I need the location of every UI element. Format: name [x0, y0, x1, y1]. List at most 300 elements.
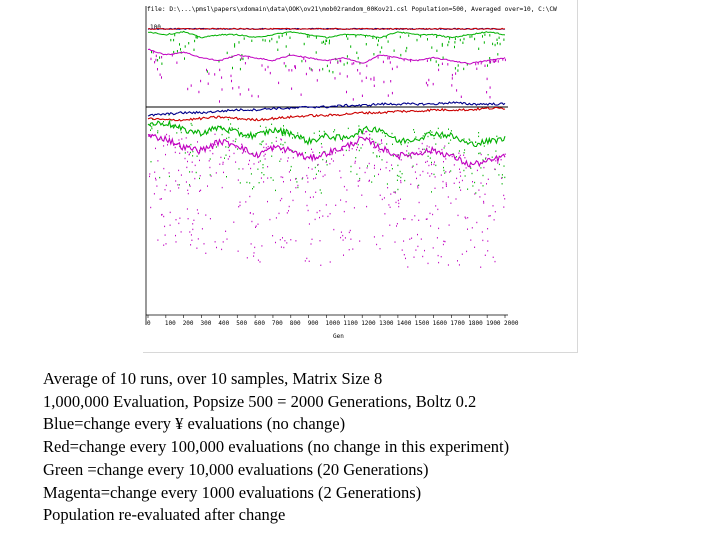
scatter-point: [404, 254, 405, 255]
scatter-point: [258, 95, 259, 97]
scatter-point: [431, 46, 432, 48]
scatter-point: [319, 69, 320, 71]
scatter-point: [462, 254, 463, 255]
scatter-point: [350, 45, 351, 47]
scatter-point: [333, 229, 334, 230]
scatter-point: [434, 174, 435, 175]
scatter-point: [340, 237, 341, 238]
scatter-point: [404, 180, 405, 181]
scatter-point: [189, 231, 190, 232]
scatter-point: [320, 265, 321, 266]
scatter-point: [376, 244, 377, 245]
scatter-point: [478, 153, 479, 154]
scatter-point: [269, 219, 270, 220]
scatter-point: [287, 212, 288, 213]
scatter-point: [261, 245, 262, 246]
scatter-point: [441, 149, 442, 150]
scatter-point: [170, 190, 171, 191]
scatter-point: [502, 174, 503, 175]
scatter-point: [495, 44, 496, 46]
scatter-point: [411, 238, 412, 239]
series-line-best: [148, 49, 505, 64]
scatter-point: [446, 184, 447, 185]
scatter-point: [449, 37, 450, 39]
scatter-point: [314, 133, 315, 134]
scatter-point: [459, 169, 460, 170]
scatter-point: [175, 180, 176, 181]
scatter-point: [311, 149, 312, 150]
scatter-point: [422, 171, 423, 172]
scatter-point: [484, 41, 485, 43]
scatter-point: [210, 174, 211, 175]
scatter-point: [315, 167, 316, 168]
x-axis-label: Gen: [333, 333, 344, 340]
x-tick-label: 1000: [325, 320, 340, 327]
scatter-point: [166, 243, 167, 244]
scatter-point: [369, 181, 370, 182]
scatter-point: [471, 35, 472, 37]
scatter-point: [424, 133, 425, 134]
scatter-point: [438, 228, 439, 229]
scatter-point: [459, 182, 460, 183]
scatter-point: [187, 161, 188, 162]
scatter-point: [497, 42, 498, 44]
scatter-point: [369, 134, 370, 135]
scatter-point: [312, 69, 313, 71]
scatter-point: [442, 187, 443, 188]
scatter-point: [408, 142, 409, 143]
scatter-point: [293, 157, 294, 158]
scatter-point: [223, 172, 224, 173]
scatter-point: [405, 258, 406, 259]
scatter-point: [185, 45, 186, 47]
scatter-point: [397, 66, 398, 68]
scatter-point: [282, 35, 283, 37]
scatter-point: [192, 171, 193, 172]
scatter-point: [151, 51, 152, 53]
scatter-point: [389, 225, 390, 226]
scatter-point: [155, 178, 156, 179]
scatter-point: [233, 140, 234, 141]
scatter-point: [290, 37, 291, 39]
scatter-point: [374, 236, 375, 237]
scatter-point: [414, 215, 415, 216]
scatter-point: [286, 45, 287, 47]
scatter-point: [458, 215, 459, 216]
scatter-point: [435, 205, 436, 206]
scatter-point: [351, 166, 352, 167]
scatter-point: [343, 239, 344, 240]
scatter-point: [312, 239, 313, 240]
caption-line-1: Average of 10 runs, over 10 samples, Matrix Size 8: [43, 369, 383, 388]
scatter-point: [318, 164, 319, 165]
scatter-point: [487, 250, 488, 251]
scatter-point: [476, 222, 477, 223]
scatter-point: [154, 172, 155, 173]
scatter-point: [250, 212, 251, 213]
scatter-point: [202, 228, 203, 229]
scatter-point: [475, 141, 476, 142]
scatter-point: [200, 80, 201, 82]
scatter-point: [322, 215, 323, 216]
series-line-avg: [148, 121, 505, 146]
scatter-point: [481, 182, 482, 183]
scatter-point: [417, 39, 418, 41]
scatter-point: [427, 84, 428, 86]
scatter-point: [226, 138, 227, 139]
series-line-avg: [148, 107, 505, 121]
scatter-point: [157, 160, 158, 161]
scatter-point: [383, 61, 384, 63]
scatter-point: [186, 137, 187, 138]
scatter-point: [454, 164, 455, 165]
scatter-point: [185, 158, 186, 159]
scatter-point: [235, 161, 236, 162]
scatter-point: [198, 213, 199, 214]
scatter-point: [383, 81, 384, 83]
scatter-point: [489, 34, 490, 36]
scatter-point: [230, 123, 231, 124]
scatter-point: [302, 177, 303, 178]
scatter-point: [196, 36, 197, 38]
scatter-point: [319, 131, 320, 132]
scatter-point: [356, 149, 357, 150]
scatter-point: [443, 181, 444, 182]
scatter-point: [378, 56, 379, 58]
scatter-point: [358, 57, 359, 59]
scatter-point: [326, 204, 327, 205]
scatter-point: [361, 195, 362, 196]
scatter-point: [466, 251, 467, 252]
scatter-point: [207, 185, 208, 186]
scatter-point: [156, 55, 157, 57]
scatter-point: [495, 150, 496, 151]
scatter-point: [479, 196, 480, 197]
scatter-point: [489, 57, 490, 59]
scatter-point: [294, 65, 295, 67]
scatter-point: [445, 158, 446, 159]
scatter-point: [438, 64, 439, 66]
scatter-point: [355, 162, 356, 163]
scatter-point: [190, 244, 191, 245]
scatter-point: [267, 177, 268, 178]
scatter-point: [367, 167, 368, 168]
scatter-point: [460, 175, 461, 176]
scatter-point: [262, 39, 263, 41]
scatter-point: [175, 235, 176, 236]
scatter-point: [151, 161, 152, 162]
scatter-point: [320, 171, 321, 172]
scatter-point: [444, 172, 445, 173]
scatter-point: [361, 147, 362, 148]
scatter-point: [455, 72, 456, 74]
scatter-point: [285, 65, 286, 67]
scatter-point: [240, 59, 241, 61]
scatter-point: [316, 36, 317, 38]
scatter-point: [189, 154, 190, 155]
scatter-point: [463, 170, 464, 171]
scatter-point: [438, 128, 439, 129]
scatter-point: [181, 174, 182, 175]
scatter-point: [454, 41, 455, 43]
caption-line-2: 1,000,000 Evaluation, Popsize 500 = 2000 Generations, Boltz 0.2: [43, 391, 477, 411]
scatter-point: [291, 166, 292, 167]
scatter-point: [190, 186, 191, 187]
scatter-point: [311, 68, 312, 70]
scatter-point: [352, 148, 353, 149]
scatter-point: [441, 256, 442, 257]
scatter-point: [190, 152, 191, 153]
scatter-point: [281, 246, 282, 247]
scatter-point: [187, 208, 188, 209]
scatter-point: [188, 42, 189, 44]
scatter-point: [340, 199, 341, 200]
scatter-point: [386, 162, 387, 163]
scatter-point: [307, 181, 308, 182]
scatter-point: [447, 63, 448, 65]
scatter-point: [179, 218, 180, 219]
scatter-point: [435, 188, 436, 189]
scatter-point: [191, 234, 192, 235]
scatter-point: [490, 215, 491, 216]
scatter-point: [452, 74, 453, 76]
scatter-point: [415, 249, 416, 250]
scatter-point: [210, 158, 211, 159]
scatter-point: [231, 80, 232, 82]
scatter-point: [349, 232, 350, 233]
scatter-point: [369, 163, 370, 164]
scatter-point: [229, 132, 230, 133]
scatter-point: [169, 172, 170, 173]
scatter-point: [449, 224, 450, 225]
scatter-point: [503, 39, 504, 41]
scatter-point: [238, 206, 239, 207]
scatter-point: [366, 77, 367, 79]
scatter-point: [312, 152, 313, 153]
scatter-point: [464, 152, 465, 153]
scatter-point: [271, 177, 272, 178]
scatter-point: [451, 130, 452, 131]
scatter-point: [187, 190, 188, 191]
scatter-point: [281, 176, 282, 177]
caption-line-7: Population re-evaluated after change: [43, 505, 286, 525]
scatter-point: [435, 165, 436, 166]
scatter-point: [253, 255, 254, 256]
scatter-point: [460, 155, 461, 156]
scatter-point: [227, 52, 228, 54]
scatter-point: [263, 164, 264, 165]
scatter-point: [402, 173, 403, 174]
scatter-point: [387, 57, 388, 59]
scatter-point: [372, 139, 373, 140]
scatter-point: [205, 253, 206, 254]
scatter-point: [438, 262, 439, 263]
scatter-point: [424, 149, 425, 150]
x-tick-label: 800: [289, 320, 301, 327]
scatter-point: [270, 72, 271, 74]
scatter-point: [474, 182, 475, 183]
scatter-point: [154, 193, 155, 194]
scatter-point: [492, 157, 493, 158]
scatter-point: [283, 144, 284, 145]
scatter-point: [382, 132, 383, 133]
scatter-point: [478, 189, 479, 190]
scatter-point: [176, 62, 177, 64]
scatter-point: [215, 144, 216, 145]
scatter-point: [396, 202, 397, 203]
scatter-point: [228, 147, 229, 148]
scatter-point: [375, 142, 376, 143]
scatter-point: [178, 223, 179, 224]
scatter-point: [381, 46, 382, 48]
scatter-point: [406, 47, 407, 49]
scatter-point: [290, 239, 291, 240]
scatter-point: [440, 137, 441, 138]
scatter-point: [454, 183, 455, 184]
scatter-point: [356, 174, 357, 175]
scatter-point: [189, 184, 190, 185]
scatter-point: [326, 162, 327, 163]
scatter-point: [400, 36, 401, 38]
scatter-point: [224, 158, 225, 159]
scatter-point: [159, 56, 160, 58]
x-tick-label: 700: [271, 320, 283, 327]
scatter-point: [347, 38, 348, 40]
scatter-point: [226, 176, 227, 177]
scatter-point: [407, 266, 408, 267]
scatter-point: [263, 140, 264, 141]
scatter-point: [276, 137, 277, 138]
scatter-point: [249, 160, 250, 161]
scatter-point: [365, 172, 366, 173]
scatter-point: [248, 88, 249, 90]
scatter-point: [319, 135, 320, 136]
scatter-point: [288, 157, 289, 158]
scatter-point: [238, 86, 239, 88]
scatter-point: [186, 181, 187, 182]
scatter-point: [215, 134, 216, 135]
scatter-point: [335, 152, 336, 153]
scatter-point: [380, 195, 381, 196]
scatter-point: [459, 264, 460, 265]
scatter-point: [390, 61, 391, 63]
scatter-point: [343, 255, 344, 256]
scatter-point: [358, 144, 359, 145]
scatter-point: [387, 187, 388, 188]
scatter-point: [250, 168, 251, 169]
scatter-point: [380, 169, 381, 170]
scatter-point: [405, 50, 406, 52]
scatter-point: [196, 248, 197, 249]
scatter-point: [448, 264, 449, 265]
scatter-point: [470, 239, 471, 240]
scatter-point: [357, 147, 358, 148]
scatter-point: [273, 180, 274, 181]
scatter-point: [239, 168, 240, 169]
scatter-point: [353, 98, 354, 100]
scatter-point: [327, 65, 328, 67]
scatter-point: [455, 67, 456, 69]
scatter-point: [485, 255, 486, 256]
scatter-point: [295, 187, 296, 188]
scatter-point: [301, 94, 302, 96]
scatter-point: [454, 46, 455, 48]
scatter-point: [330, 213, 331, 214]
scatter-point: [435, 176, 436, 177]
scatter-point: [169, 135, 170, 136]
scatter-point: [495, 261, 496, 262]
scatter-point: [374, 79, 375, 81]
scatter-point: [289, 206, 290, 207]
scatter-point: [446, 182, 447, 183]
scatter-point: [177, 50, 178, 52]
scatter-point: [421, 238, 422, 239]
scatter-point: [195, 165, 196, 166]
scatter-point: [493, 205, 494, 206]
scatter-point: [427, 38, 428, 40]
scatter-point: [242, 152, 243, 153]
scatter-point: [157, 239, 158, 240]
scatter-point: [460, 39, 461, 41]
scatter-point: [443, 161, 444, 162]
scatter-point: [371, 181, 372, 182]
scatter-point: [279, 213, 280, 214]
scatter-point: [208, 83, 209, 85]
scatter-point: [497, 39, 498, 41]
scatter-point: [408, 34, 409, 36]
scatter-point: [216, 146, 217, 147]
scatter-point: [381, 143, 382, 144]
scatter-point: [320, 240, 321, 241]
scatter-point: [398, 176, 399, 177]
scatter-point: [499, 164, 500, 165]
scatter-point: [262, 141, 263, 142]
scatter-point: [480, 267, 481, 268]
scatter-point: [470, 36, 471, 38]
scatter-point: [469, 139, 470, 140]
scatter-point: [307, 35, 308, 37]
scatter-point: [422, 149, 423, 150]
scatter-point: [157, 59, 158, 61]
scatter-point: [176, 219, 177, 220]
scatter-point: [244, 37, 245, 39]
scatter-point: [472, 185, 473, 186]
scatter-point: [397, 175, 398, 176]
caption-line-3: Blue=change every ¥ evaluations (no change): [43, 414, 346, 434]
scatter-point: [356, 52, 357, 54]
scatter-point: [278, 82, 279, 84]
scatter-point: [318, 170, 319, 171]
scatter-point: [248, 137, 249, 138]
scatter-point: [228, 137, 229, 138]
scatter-point: [421, 152, 422, 153]
x-tick-label: 500: [236, 320, 248, 327]
x-tick-label: 1700: [450, 320, 465, 327]
scatter-point: [497, 53, 498, 55]
scatter-point: [432, 214, 433, 215]
scatter-point: [427, 172, 428, 173]
scatter-point: [228, 158, 229, 159]
scatter-point: [427, 218, 428, 219]
scatter-point: [319, 152, 320, 153]
scatter-point: [488, 179, 489, 180]
scatter-point: [286, 242, 287, 243]
scatter-point: [437, 237, 438, 238]
scatter-point: [397, 180, 398, 181]
scatter-point: [219, 69, 220, 71]
scatter-point: [309, 35, 310, 37]
scatter-point: [185, 152, 186, 153]
